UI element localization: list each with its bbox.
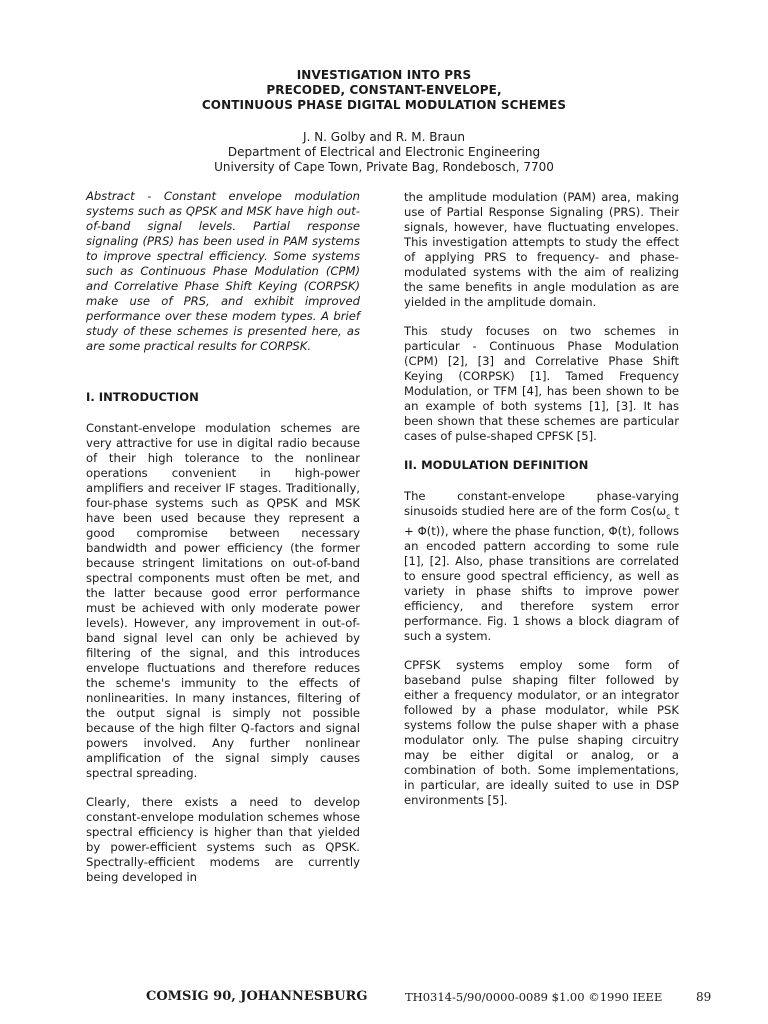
author-block [0,130,768,175]
footer-citation: TH0314-5/90/0000-0089 $1.00 ©1990 IEEE [405,990,663,1004]
modulation-paragraph-1-rest: function, Φ(t), follows an encoded pattern according to some rule [1], [2]. Also, phase transitions are correlated to ensure good spectral efficiency, as well as variety in phase shifts to improve power efficiency, and therefore system error performance. Fig. 1 shows a block diagram of such a system. [404,524,679,643]
author-department: Department of Electrical and Electronic Engineering [227,145,541,159]
title-line-1: INVESTIGATION INTO PRS [296,68,472,82]
page-footer [0,989,768,1009]
author-affiliation: University of Cape Town, Private Bag, Rondebosch, 7700 [214,160,554,174]
paper-title [0,68,768,113]
footer-conference: COMSIG 90, JOHANNESBURG [146,989,368,1004]
section-heading-introduction: I. INTRODUCTION [86,390,199,404]
introduction-paragraph-3: the amplitude modulation (PAM) area, making use of Partial Response Signaling (PRS). Their signals, however, have fluctuating envelopes. This investigation attempts to study the effect of applying PRS to frequency- and phase-modulated systems with the aim of realizing the same benefits in angle modulation as are yielded in the amplitude domain. [404,190,679,309]
left-column [86,189,360,885]
title-line-2: PRECODED, CONSTANT-ENVELOPE, [266,83,502,97]
modulation-paragraph-2: CPFSK systems employ some form of baseband pulse shaping filter followed by either a frequency modulator, or an integrator followed by a phase modulator, while PSK systems follow the pulse shaper with a phase modulator only. The pulse shaping circuitry may be either digital or analog, or a combination of both. Some implementations, in particular, are ideally suited to use in DSP environments [5]. [404,658,679,807]
right-column [404,190,679,808]
author-names: J. N. Golby and R. M. Braun [303,130,465,144]
introduction-paragraph-1: Constant-envelope modulation schemes are very attractive for use in digital radio because of their high tolerance to the nonlinear operations convenient in high-power amplifiers and receiver IF stages. Traditionally, four-phase systems such as QPSK and MSK have been used because they represent a good compromise between necessary bandwidth and power efficiency (the former because stringent limitations on out-of-band spectral components must often be met, and the latter because good error performance must be achieved with only moderate power levels). However, any improvement in out-of-band signal level can only be achieved by filtering of the signal, and this introduces envelope fluctuations and therefore reduces the scheme's immunity to the effects of nonlinearities. In many instances, filtering of the output signal is simply not possible because of the high filter Q-factors and signal powers involved. Any further nonlinear amplification of the signal simply causes spectral spreading. [86,421,360,780]
page-number: 89 [696,990,712,1004]
section-heading-modulation-definition: II. MODULATION DEFINITION [404,458,589,472]
modulation-paragraph-1 [404,489,679,644]
modulation-formula-start: The constant-envelope phase-varying sinusoids studied here are of the form Cos(ω [404,489,679,518]
carrier-subscript: c [666,512,671,521]
introduction-paragraph-2: Clearly, there exists a need to develop constant-envelope modulation schemes whose spectral efficiency is higher than that yielded by power-efficient systems such as QPSK. Spectrally-efficient modems are currently being developed in [86,795,360,884]
title-line-3: CONTINUOUS PHASE DIGITAL MODULATION SCHEMES [201,98,567,112]
introduction-paragraph-4: This study focuses on two schemes in particular - Continuous Phase Modulation (CPM) [2], [3] and Correlative Phase Shift Keying (CORPSK) [1]. Tamed Frequency Modulation, or TFM [4], has been shown to be an example of both systems [1], [3]. It has been shown that these schemes are particular cases of pulse-shaped CPFSK [5]. [404,324,679,443]
abstract: Abstract - Constant envelope modulation systems such as QPSK and MSK have high out-of-band signal levels. Partial response signaling (PRS) has been used in PAM systems to improve spectral efficiency. Some systems such as Continuous Phase Modulation (CPM) and Correlative Phase Shift Keying (CORPSK) make use of PRS, and exhibit improved performance over these modem types. A brief study of these schemes is presented here, as are some practical results for CORPSK. [86,189,360,353]
modulation-formula-end: t + Φ(t)), where the phase [404,504,679,538]
